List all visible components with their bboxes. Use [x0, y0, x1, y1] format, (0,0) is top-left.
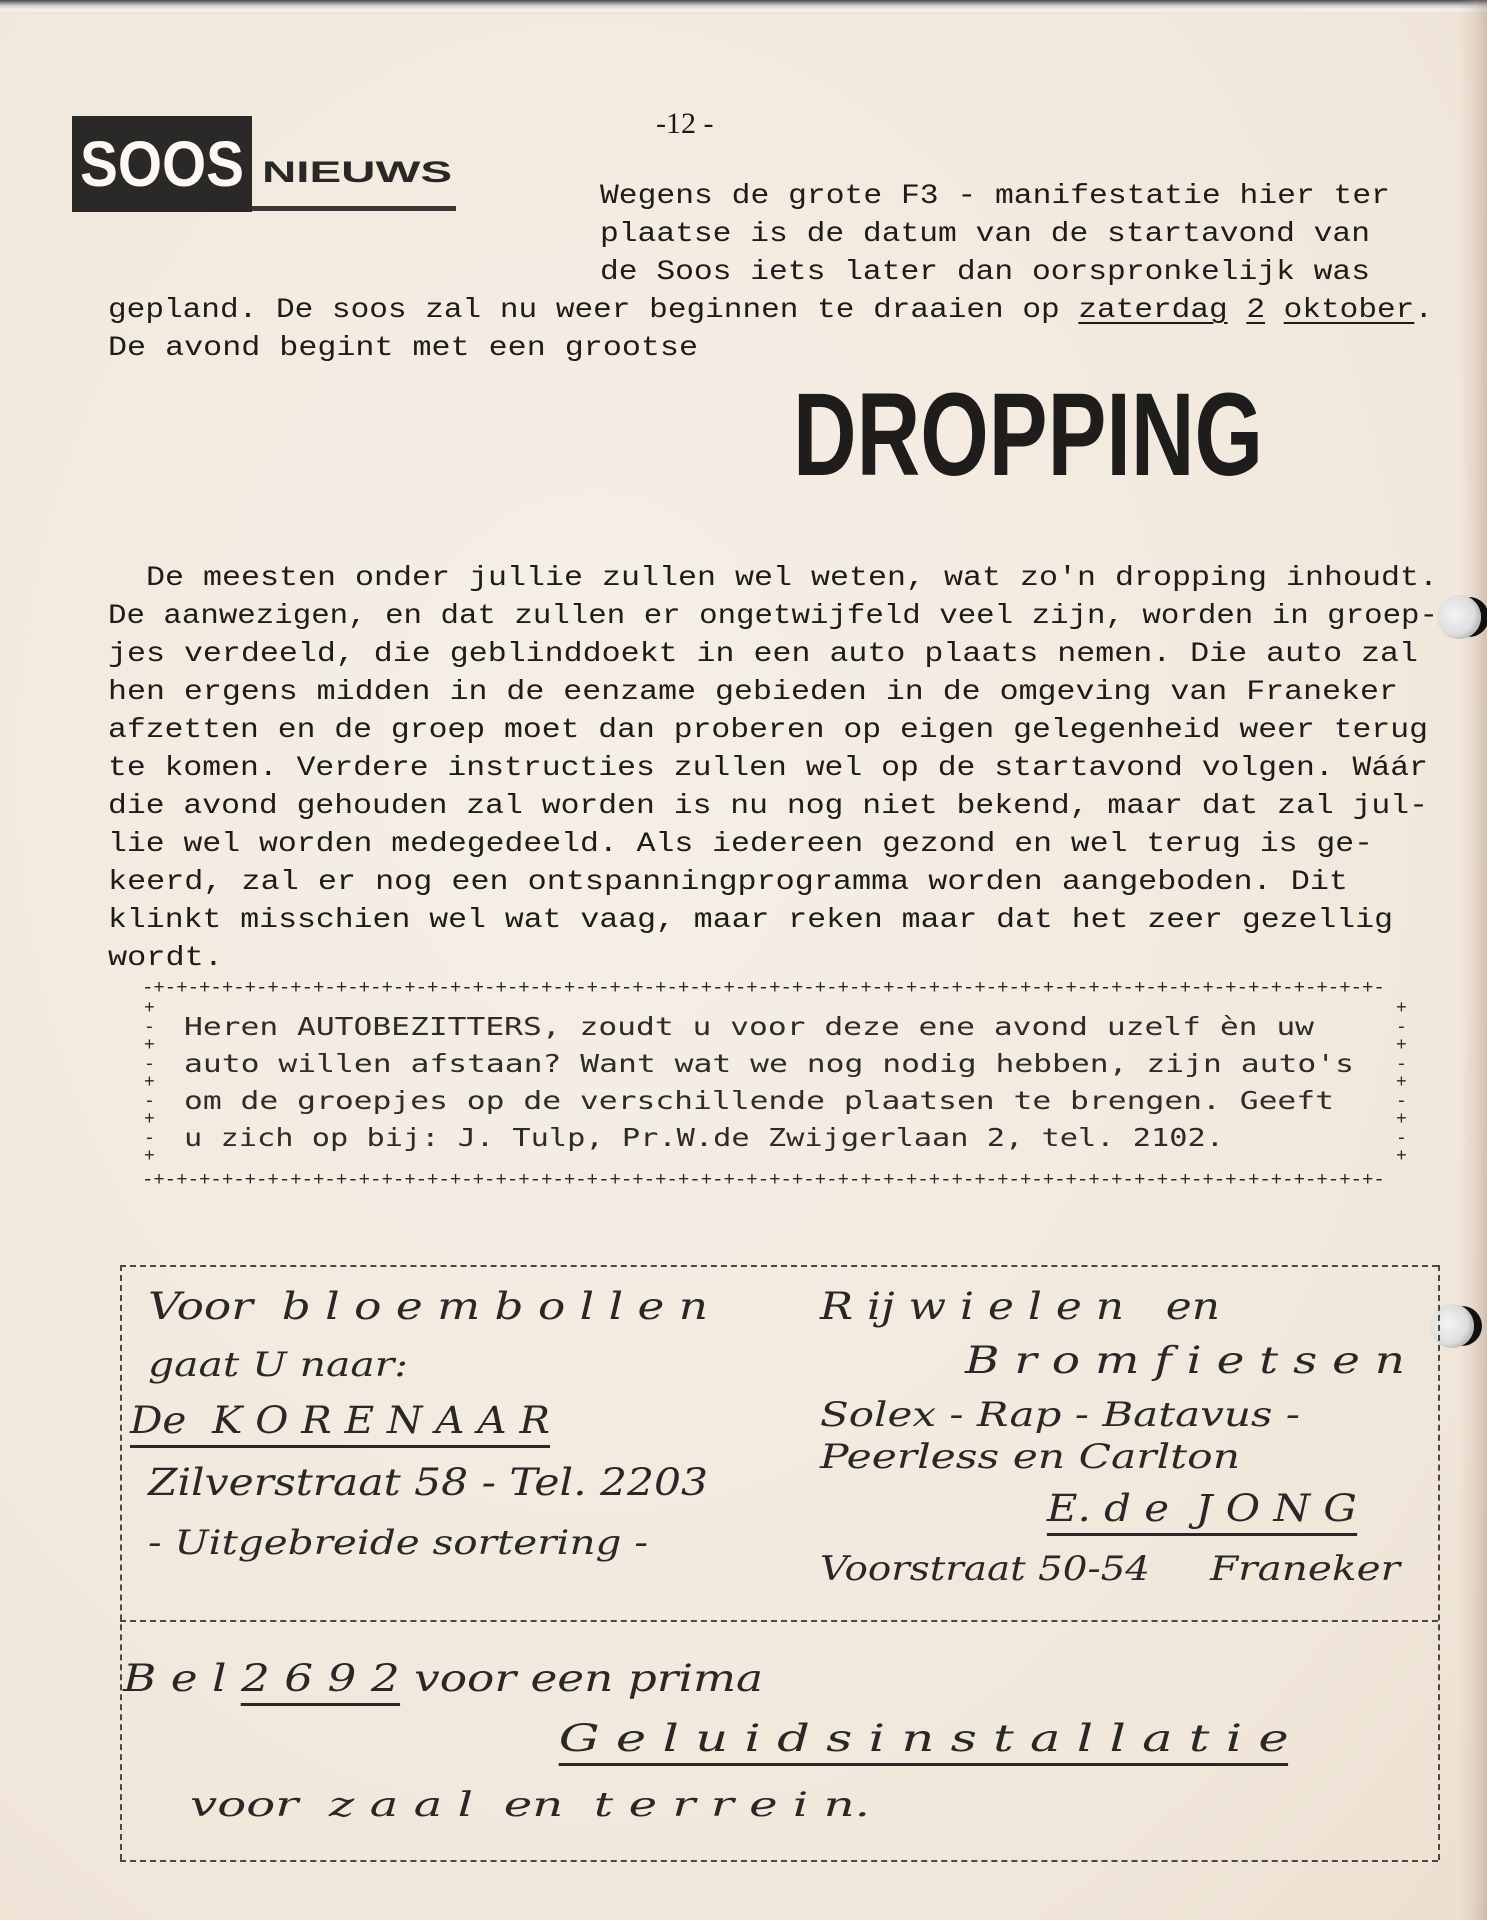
body-line: De aanwezigen, en dat zullen er ongetwijfeld veel zijn, worden in groep-	[108, 601, 1438, 632]
ads-border-bottom	[120, 1860, 1438, 1862]
intro-line: de Soos iets later dan oorspronkelijk was	[600, 257, 1370, 288]
masthead-rule	[252, 206, 456, 211]
geluid-phone: 2 6 9 2	[241, 1657, 400, 1706]
korenaar-name-wrap	[129, 1399, 550, 1443]
korenaar-line2: gaat U naar:	[148, 1345, 408, 1385]
notice-border-top: -+-+-+-+-+-+-+-+-+-+-+-+-+-+-+-+-+-+-+-+-+-+-+-+-+-+-+-+-+-+-+-+-+-+-+-+-+-+-+-+-+-+-+-+-+-+-+-+-+-+-+-+-+-+-	[142, 977, 1385, 999]
ads-border-top	[120, 1265, 1438, 1267]
body-line: lie wel worden medegedeeld. Als iedereen gezond en wel terug is ge-	[108, 829, 1373, 860]
geluid-line3: voor z a a l en t e r r e i n.	[190, 1785, 870, 1825]
intro-paragraph	[600, 178, 1400, 292]
notice-text	[184, 1008, 1364, 1156]
body-line: jes verdeeld, die geblinddoekt in een auto plaats nemen. Die auto zal	[108, 639, 1418, 670]
page-top-edge	[0, 0, 1487, 14]
dejong-name-fit	[1047, 1487, 1357, 1531]
notice-border-right: + - + - + - + - +	[1396, 999, 1407, 1167]
ads-border-right	[1438, 1265, 1440, 1860]
intro-line: Wegens de grote F3 - manifestatie hier ter	[600, 181, 1390, 212]
body-line: De meesten onder jullie zullen wel weten, wat zo'n dropping inhoudt.	[108, 563, 1438, 594]
intro-period: .	[1414, 295, 1433, 326]
intro-continued	[108, 292, 1438, 368]
body-line: afzetten en de groep moet dan proberen op eigen gelegenheid weer terug	[108, 715, 1428, 746]
body-line: klinkt misschien wel wat vaag, maar reken maar dat het zeer gezellig	[108, 905, 1393, 936]
geluid-line1	[123, 1657, 764, 1701]
ads-border-left	[120, 1265, 122, 1860]
notice-border-left: + - + - + - + - +	[144, 999, 155, 1167]
korenaar-line1: Voor b l o e m b o l l e n	[148, 1285, 708, 1328]
soos-block	[72, 116, 252, 212]
dejong-line1: R ij w i e l e n en	[820, 1285, 1220, 1328]
korenaar-tagline: - Uitgebreide sortering -	[148, 1523, 648, 1563]
date-number: 2	[1246, 295, 1266, 326]
geluid-post: voor een prima	[399, 1657, 764, 1700]
notice-line: u zich op bij: J. Tulp, Pr.W.de Zwijgerlaan 2, tel. 2102.	[184, 1123, 1224, 1152]
autobezitters-notice-box	[142, 978, 1412, 1190]
masthead-logo	[72, 116, 462, 212]
intro-line: De avond begint met een grootse	[108, 333, 698, 364]
dejong-brands2: Peerless en Carlton	[820, 1437, 1240, 1477]
notice-border-bottom: -+-+-+-+-+-+-+-+-+-+-+-+-+-+-+-+-+-+-+-+-+-+-+-+-+-+-+-+-+-+-+-+-+-+-+-+-+-+-+-+-+-+-+-+-+-+-+-+-+-+-+-+-+-+-	[142, 1169, 1385, 1191]
dejong-address: Voorstraat 50-54	[820, 1549, 1150, 1589]
date-month: oktober	[1283, 295, 1415, 326]
dejong-name-wrap	[1046, 1487, 1357, 1531]
page-number: -12 -	[656, 107, 714, 140]
intro-line-text: gepland. De soos zal nu weer beginnen te draaien op	[108, 295, 1079, 326]
dejong-line2: B r o m f i e t s e n	[965, 1339, 1405, 1382]
body-line: hen ergens midden in de eenzame gebieden in de omgeving van Franeker	[108, 677, 1398, 708]
ads-divider	[120, 1620, 1438, 1622]
dejong-brands1: Solex - Rap - Batavus -	[820, 1395, 1300, 1435]
intro-date-line	[108, 292, 1487, 330]
geluid-pre: B e l	[123, 1657, 241, 1700]
dejong-city: Franeker	[1210, 1549, 1400, 1589]
intro-line: plaatse is de datum van de startavond van	[600, 219, 1370, 250]
body-line: die avond gehouden zal worden is nu nog niet bekend, maar dat zal jul-	[108, 791, 1428, 822]
korenaar-name: De K O R E N A A R	[130, 1399, 550, 1448]
masthead-nieuws: NIEUWS	[262, 156, 452, 189]
advertisements	[120, 1265, 1440, 1865]
date-day: zaterdag	[1078, 295, 1228, 326]
geluid-product-wrap	[558, 1717, 1289, 1761]
geluid-product: G e l u i d s i n s t a l l a t i e	[559, 1717, 1289, 1766]
geluid-product-fit	[559, 1717, 1289, 1761]
body-line: keerd, zal er nog een ontspanningprogramma worden aangeboden. Dit	[108, 867, 1348, 898]
korenaar-address: Zilverstraat 58 - Tel. 2203	[148, 1461, 708, 1504]
notice-line: om de groepjes op de verschillende plaatsen te brengen. Geeft	[184, 1086, 1334, 1115]
dejong-name: E. d e J O N G	[1047, 1487, 1357, 1536]
headline-dropping: DROPPING	[793, 369, 1263, 501]
body-paragraph	[108, 560, 1438, 978]
body-line: wordt.	[108, 943, 223, 974]
notice-line: auto willen afstaan? Want wat we nog nodig hebben, zijn auto's	[184, 1049, 1354, 1078]
notice-line: Heren AUTOBEZITTERS, zoudt u voor deze ene avond uzelf èn uw	[184, 1012, 1314, 1041]
body-line: te komen. Verdere instructies zullen wel op de startavond volgen. Wáár	[108, 753, 1428, 784]
masthead-soos: SOOS	[80, 128, 244, 200]
korenaar-name-fit	[130, 1399, 550, 1443]
geluid-line1-fit	[123, 1657, 763, 1701]
